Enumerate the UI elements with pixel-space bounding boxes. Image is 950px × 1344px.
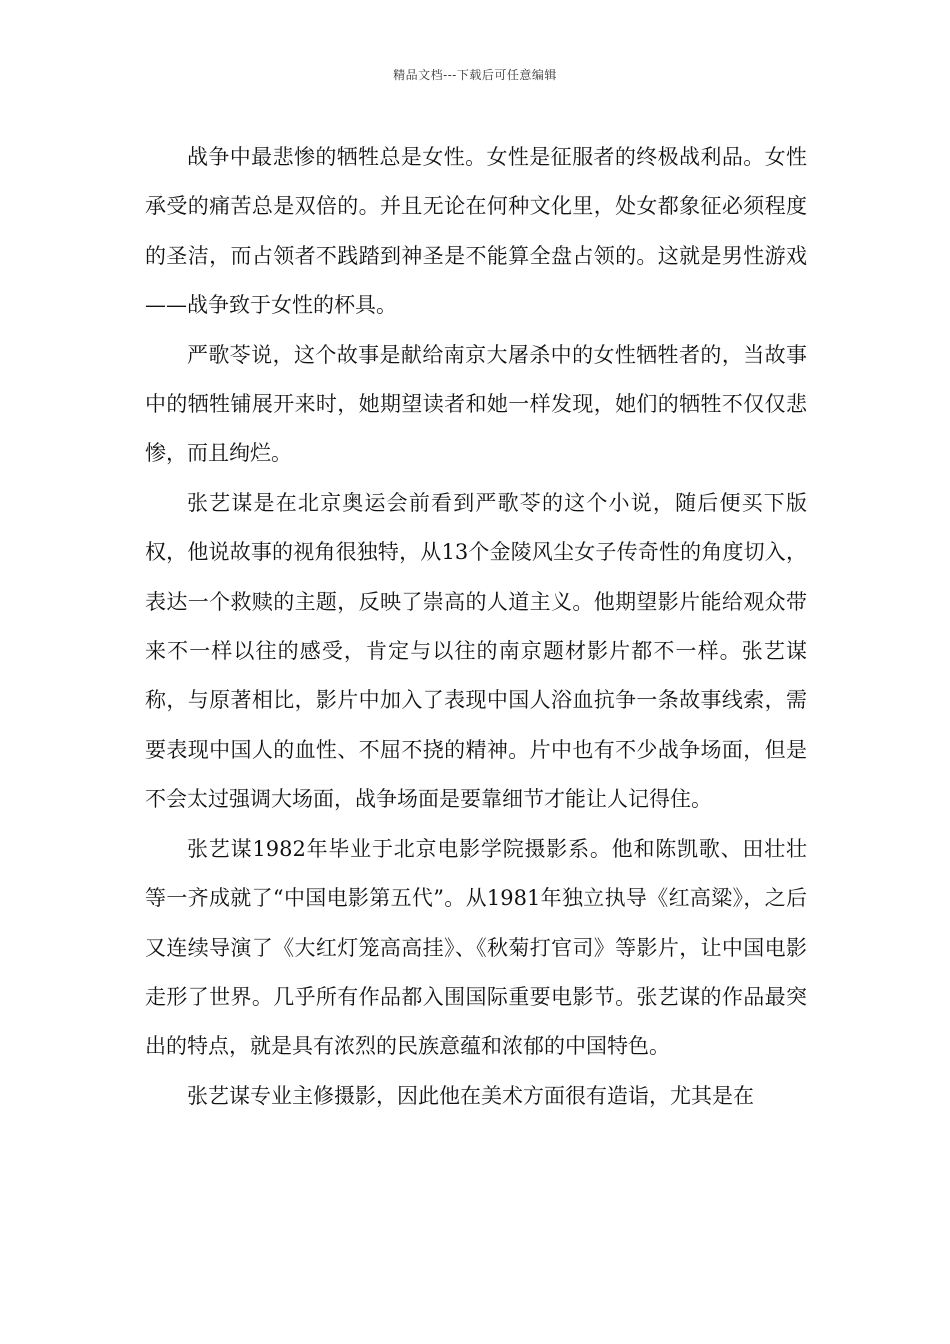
paragraph-5: 张艺谋专业主修摄影，因此他在美术方面很有造诣，尤其是在 (187, 1083, 754, 1108)
paragraph-4: 张艺谋1982年毕业于北京电影学院摄影系。他和陈凯歌、田壮壮等一齐成就了“中国电影第五代”。从1981年独立执导《红高粱》，之后又连续导演了《大红灯笼高高挂》、《秋菊打官司》等影片，让中国电影走形了世界。几乎所有作品都入围国际重要电影节。张艺谋的作品最突出的特点，就是具有浓烈的民族意蕴和浓郁的中国特色。 (145, 836, 807, 1059)
paragraph-1: 战争中最悲惨的牺牲总是女性。女性是征服者的终极战利品。女性承受的痛苦总是双倍的。并且无论在何种文化里，处女都象征必须程度的圣洁，而占领者不践踏到神圣是不能算全盘占领的。这就是男性游戏——战争致于女性的杯具。 (145, 145, 807, 318)
paragraph-3: 张艺谋是在北京奥运会前看到严歌苓的这个小说，随后便买下版权，他说故事的视角很独特，从13个金陵风尘女子传奇性的角度切入，表达一个救赎的主题，反映了崇高的人道主义。他期望影片能给观众带来不一样以往的感受，肯定与以往的南京题材影片都不一样。张艺谋称，与原著相比，影片中加入了表现中国人浴血抗争一条故事线索，需要表现中国人的血性、不屈不挠的精神。片中也有不少战争场面，但是不会太过强调大场面，战争场面是要靠细节才能让人记得住。 (145, 490, 807, 812)
page-header: 精品文档---下载后可任意编辑 (393, 68, 557, 82)
document-body (145, 133, 807, 1121)
paragraph-2: 严歌苓说，这个故事是献给南京大屠杀中的女性牺牲者的，当故事中的牺牲铺展开来时，她期望读者和她一样发现，她们的牺牲不仅仅悲惨，而且绚烂。 (145, 342, 807, 466)
